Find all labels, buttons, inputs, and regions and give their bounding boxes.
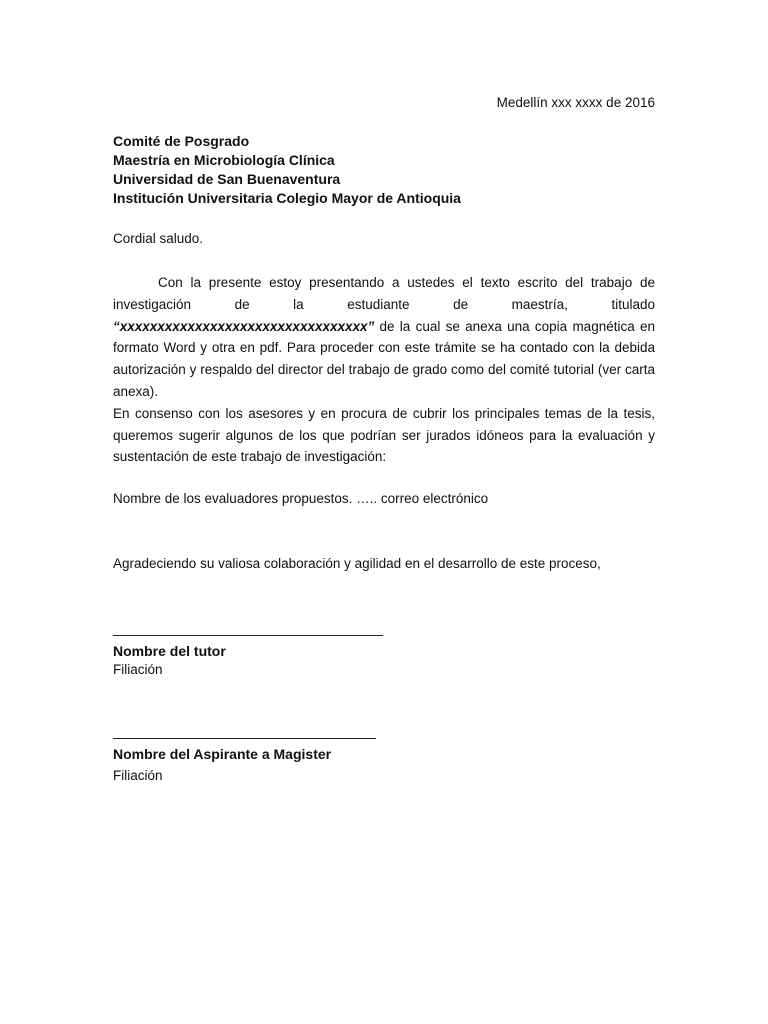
tutor-affiliation: Filiación (113, 662, 163, 677)
letter-body (113, 272, 655, 468)
evaluators-line: Nombre de los evaluadores propuestos. ….. correo electrónico (113, 491, 489, 506)
candidate-name: Nombre del Aspirante a Magister (113, 746, 332, 762)
greeting: Cordial saludo. (113, 231, 204, 246)
paragraph-2: En consenso con los asesores y en procura de cubrir los principales temas de la tesis, queremos sugerir algunos de los que podrían ser jurados idóneos para la evaluación y sustentación de este trabajo de investigación: (113, 405, 655, 465)
thesis-title: “xxxxxxxxxxxxxxxxxxxxxxxxxxxxxxxxx” (113, 318, 375, 334)
recipient-line: Universidad de San Buenaventura (113, 171, 341, 187)
paragraph-1 (113, 272, 655, 403)
candidate-signature-line (113, 738, 376, 739)
tutor-signature-line (113, 635, 383, 636)
recipient-block (113, 132, 461, 208)
paragraph-1-start: Con la presente estoy presentando a ustedes el texto escrito del trabajo de investigación de la estudiante de maestría, titulado (113, 275, 655, 312)
paragraph-1-end: de la cual se anexa una copia magnética en formato Word y otra en pdf. Para proceder con este trámite se ha contado con la debida autorización y respaldo del director del trabajo de grado como del comité tutorial (ver carta anexa). (113, 318, 655, 399)
tutor-name: Nombre del tutor (113, 643, 226, 659)
recipient-line: Institución Universitaria Colegio Mayor de Antioquia (113, 190, 461, 206)
closing-line: Agradeciendo su valiosa colaboración y agilidad en el desarrollo de este proceso, (113, 556, 601, 571)
candidate-affiliation: Filiación (113, 768, 163, 783)
recipient-line: Comité de Posgrado (113, 133, 250, 149)
recipient-line: Maestría en Microbiología Clínica (113, 152, 335, 168)
letter-date: Medellín xxx xxxx de 2016 (496, 95, 655, 110)
